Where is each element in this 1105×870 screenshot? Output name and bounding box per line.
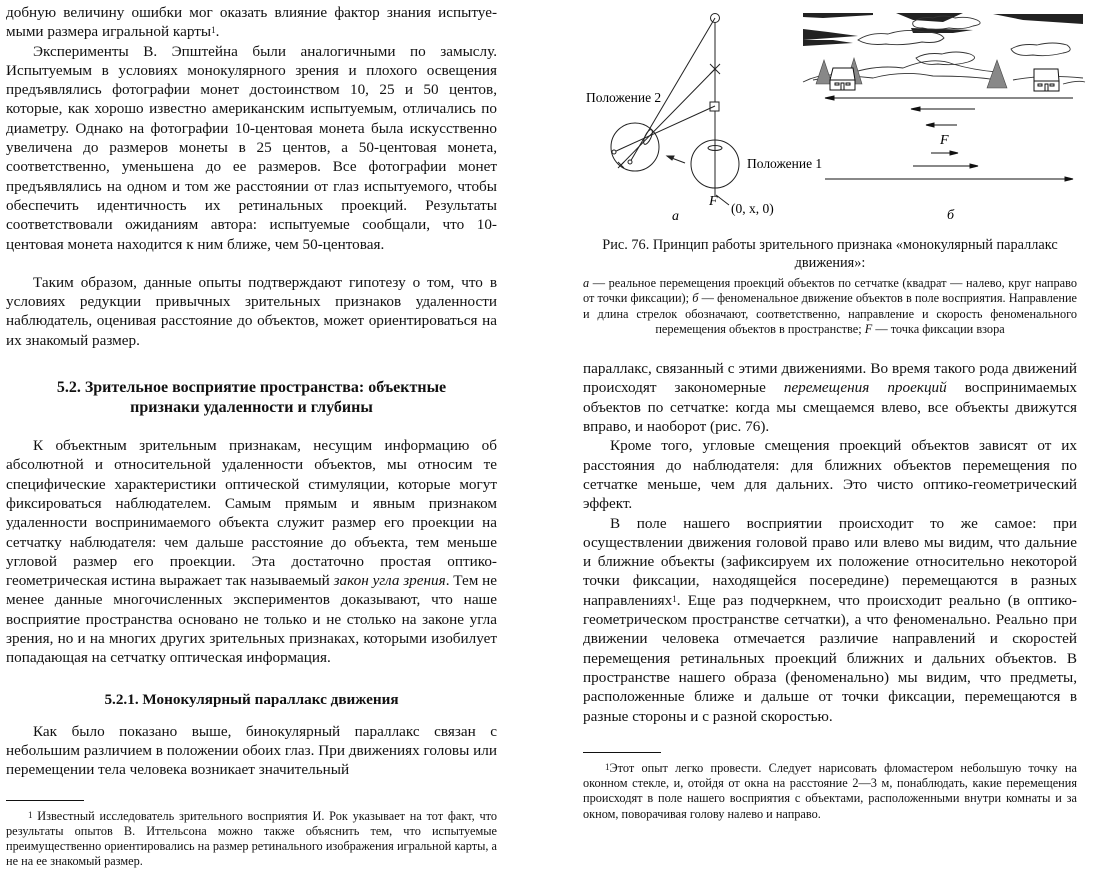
left-column (6, 0, 497, 870)
term-law-of-visual-angle: закон угла зрения (333, 572, 446, 590)
paragraph-parallax-cont (583, 359, 1077, 436)
figure-caption-title: Рис. 76. Принцип работы зрительного признака «монокулярный параллакс движения»: (602, 237, 1058, 271)
footnote-number: 1 (605, 761, 610, 772)
clouds (858, 16, 1070, 65)
text: параллакс, связанный с этими движениями. Во время такого рода движений происходят закономерные (583, 360, 1077, 397)
tree-icon (987, 60, 1007, 88)
paragraph-parallax: Как было показано выше, бинокулярный параллакс связан с небольшим различием в положении обоих глаз. При движениях головы или перемещении тела человека возникает значительный (6, 722, 497, 779)
panel-a-label: а (672, 209, 679, 224)
label-position-2: Положение 2 (586, 90, 662, 105)
text: . (215, 23, 220, 41)
coord-pointer (716, 195, 729, 205)
retina-projection-far (628, 160, 632, 164)
right-column (583, 236, 1077, 822)
footnote-number: 1 (28, 809, 33, 820)
arrowhead-icon (950, 151, 958, 155)
arrowhead-icon (825, 96, 834, 100)
paragraph-objective-cues (6, 436, 497, 668)
footnote (6, 809, 497, 870)
paragraph-epstein: Эксперименты В. Эпштейна были аналогичными по замыслу. Испытуемым в условиях монокулярного зрения и плохого освещения предъявлялись фотографии монет достоинством 10, 25 и 50 центов, которые, как хорошо известно американским испытуемым, отличались по диаметру. Однако на фотографии 10-центовая монета была искусственно увеличена до размеров монеты в 25 центов, а 50-центовая монета, соответственно, уменьшена до ее размеров. Все фотографии монет предъявлялись на одном и том же расстоянии от глаз испытуемого, чтобы обеспечить идентичность их ретинальных проекций. Результаты соответствовали ожиданиям автора: испытуемые сообщали, что 10-центовая монета находится к ним ближе, чем 50-центовая. (6, 42, 497, 253)
footnote (583, 761, 1077, 822)
paragraph-conclusion: Таким образом, данные опыты подтверждают гипотезу о том, что в условиях редукции привычных зрительных признаков удаленности наблюдатель, оценивая расстояние до объектов, может ориентироваться на их знакомый размер. (6, 273, 497, 349)
label-fixation-F-b: F (940, 133, 949, 148)
panel-b-landscape (803, 13, 1085, 91)
text: добную величину ошибки мог оказать влияние фактор знания испытуе-мыми размера игральной карты (6, 4, 497, 41)
arrowhead-icon (1065, 177, 1073, 181)
house-left-icon (830, 68, 855, 90)
arrowhead-icon (911, 107, 920, 111)
term-projection-shifts: перемещения проекций (783, 379, 947, 397)
text: воспринимаемых объектов по сетчатке: когда мы смещаемся влево, все объекты движутся вправо, и наоборот (рис. 76). (583, 379, 1077, 436)
footnote-ref[interactable]: 1 (672, 593, 677, 604)
paragraph-intro (6, 3, 497, 42)
label-fixation-F: F (709, 194, 718, 209)
panel-a-diagram (611, 14, 739, 206)
panel-b-arrows (825, 96, 1073, 181)
text: F (864, 321, 873, 336)
figure-illustration (583, 0, 1105, 228)
label-position-1: Положение 1 (747, 156, 823, 171)
text: К объектным зрительным признакам, несущим информацию об абсолютной и относительной удаленности объектов, мы относим те специфические характеристики оптической стимуляции, которые могут фиксироваться наблюдателем. Самым прямым и явным признаком удаленности воспринимаемого объекта служит размер его проекции на сетчатку наблюдателя: чем дальше расстояние до объекта, тем меньше угловой размер его проекции. Эта достаточно простая оптико-геометрическая истина выражает так называемый (6, 437, 497, 590)
label-coordinates: (0, x, 0) (731, 201, 774, 216)
footnote-text: Этот опыт легко провести. Следует нарисовать фломастером небольшую точку на оконном стекле, и, отойдя от окна на расстояние 2—3 м, понаблюдать, какие перемещения происходят в поле нашего восприятия с объектами, расположенными внутри комнаты и за окном, поворачивая голову налево и направо. (583, 760, 1077, 821)
panel-b-label: б (947, 208, 955, 223)
text: . Тем не менее данные многочисленных экспериментов доказывают, что наше восприятие пространства основано не только и не столько на законе угла зрения, но и на многих других зрительных признаках, которыми изобилует попадающая на сетчатку оптическая информация. (6, 572, 498, 667)
house-right-icon (1034, 69, 1059, 91)
text: . Еще раз подчеркнем, что происходит реально (в оптико-геометрическом пространстве сетчатки), а что феноменально. Реально при движении человека отмечается различие направлений и скоростей перемещения ретинальных проекций ближних и дальних объектов. В пространстве нашего образа (феноменально) мы видим, что предметы, расположенные ближе и дальше от точки фиксации, перемещаются в разные стороны и с разной скоростью. (583, 591, 1077, 725)
ray-middle (621, 69, 715, 165)
text: — феноменальное движение объектов в поле восприятия. Направление и длина стрелок обозначают, соответственно, направление и скорость феноменального перемещения объектов в пространстве; (583, 291, 1077, 336)
arrowhead-icon (970, 164, 978, 168)
subsection-heading: 5.2.1. Монокулярный параллакс движения (104, 690, 399, 708)
footnote-ref[interactable]: 1 (211, 25, 216, 36)
paragraph-angular-shifts: Кроме того, угловые смещения проекций объектов зависят от их расстояния до наблюдателя: для ближних объектов перемещения по сетчатке меньше, чем для дальних. Это чисто оптико-геометрический эффект. (583, 437, 1077, 513)
text: — реальное перемещения проекций объектов по сетчатке (квадрат — налево, круг направо от точки фиксации); (583, 276, 1077, 306)
footnote-divider (6, 800, 84, 801)
sky-stripes (803, 13, 1083, 46)
section-heading: 5.2. Зрительное восприятие пространства: объектные признаки удаленности и глубины (56, 379, 447, 417)
arrowhead-icon (926, 123, 934, 127)
text: В поле нашего восприятии происходит то же самое: при осуществлении движения головой право или влево мы видим, что дальние и ближние объекты (зафиксируем их положение относительно некоторой точки фиксации, находящейся посередине) перемещаются в разных направлениях (583, 514, 1077, 609)
text: а (583, 276, 590, 290)
figure-76 (583, 0, 1105, 228)
arrowhead-icon (667, 156, 674, 160)
retina-projection-near (612, 150, 616, 154)
figure-caption-legend (583, 276, 1077, 337)
paragraph-perception-field (583, 514, 1077, 726)
text: — точка фиксации взора (872, 321, 1005, 336)
footnote-divider (583, 752, 661, 753)
text: б (692, 291, 699, 306)
footnote-text: Известный исследователь зрительного восприятия И. Рок указывает на тот факт, что результаты опытов В. Иттельсона можно также объяснить тем, что испытуемые преимущественно ориентировались на размер ретинального изображения игральной карты, а не на ее знакомый размер. (6, 808, 497, 869)
